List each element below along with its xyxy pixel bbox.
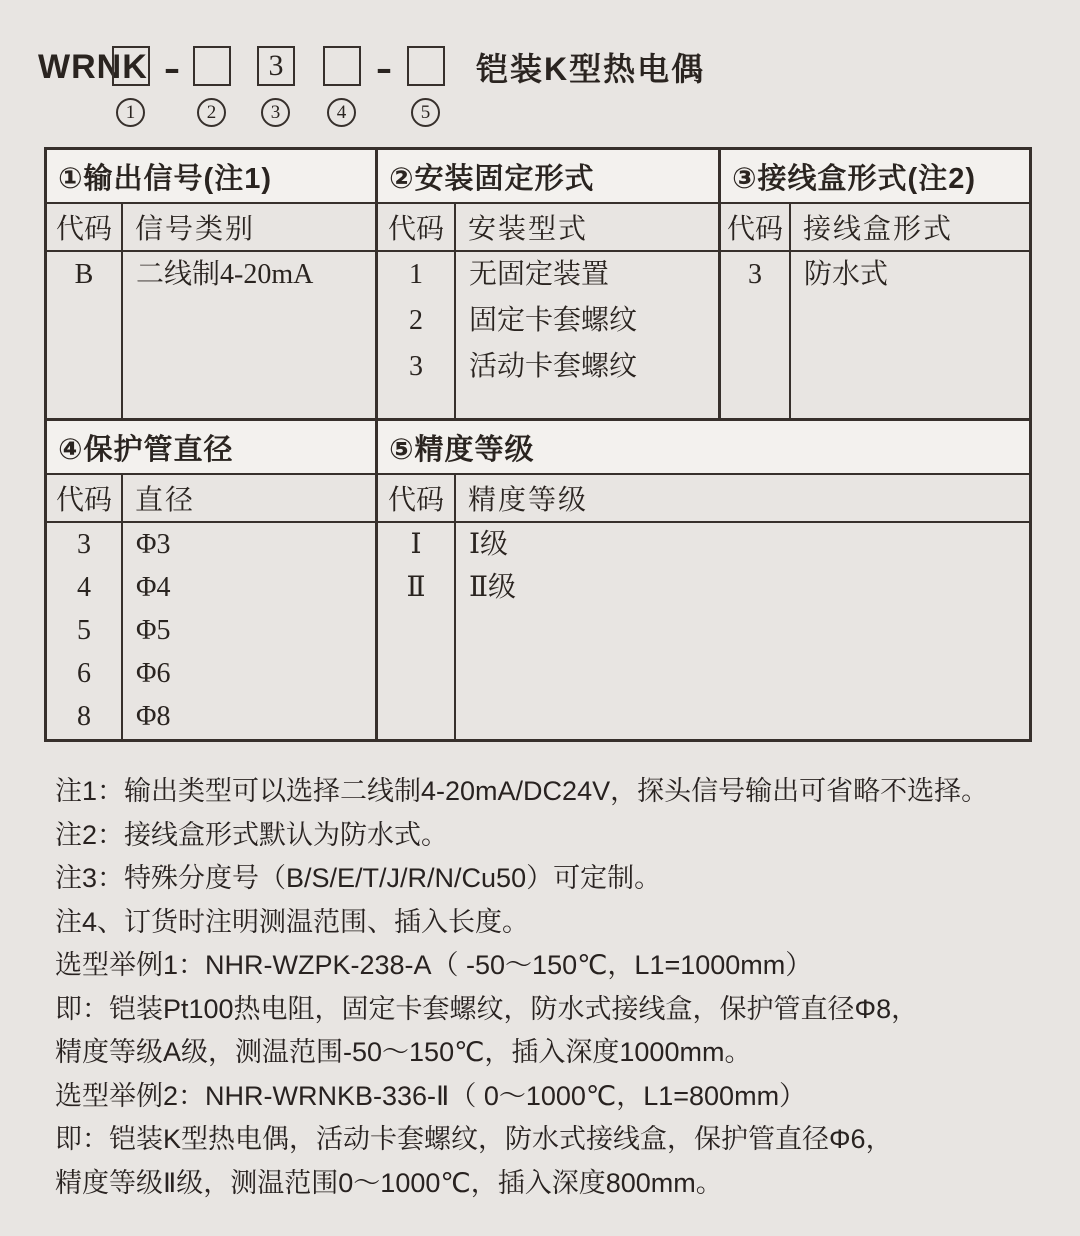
position-2-circle: 2 <box>197 98 226 127</box>
data-area <box>378 252 718 418</box>
note-line: 精度等级A级，测温范围-50～150℃，插入深度1000mm。 <box>55 1037 752 1067</box>
code-header: 代码 <box>721 204 791 250</box>
desc-header: 安装型式 <box>468 214 589 245</box>
code-cell: 2 <box>409 305 423 336</box>
note-line: 注3：特殊分度号（B/S/E/T/J/R/N/Cu50）可定制。 <box>55 863 662 893</box>
code-cell: 3 <box>77 529 91 560</box>
model-box-2 <box>193 46 231 86</box>
desc-cell: Φ4 <box>136 572 171 603</box>
note-line: 精度等级Ⅱ级，测温范围0～1000℃，插入深度800mm。 <box>55 1167 723 1198</box>
dash-separator: - <box>164 39 180 93</box>
code-cell: B <box>74 259 94 290</box>
section-accuracy-class <box>378 421 1029 739</box>
desc-cell: Φ6 <box>136 658 171 689</box>
model-box-4 <box>323 46 361 86</box>
desc-column <box>123 252 375 418</box>
code-cell: Ⅰ <box>410 529 422 560</box>
model-prefix: WRNK <box>38 47 148 86</box>
desc-cell: Ⅱ级 <box>469 572 517 603</box>
desc-cell: Φ5 <box>136 615 171 646</box>
code-header: 代码 <box>47 475 123 521</box>
note-line: 选型举例2：NHR-WRNKB-336-Ⅱ（ 0～1000℃，L1=800mm） <box>55 1080 807 1111</box>
column-header-row <box>47 204 375 252</box>
data-area <box>47 523 375 739</box>
desc-column <box>456 523 1029 739</box>
section-title: ⑤精度等级 <box>378 421 1029 475</box>
code-header: 代码 <box>378 204 456 250</box>
code-cell: Ⅱ <box>406 572 426 603</box>
data-area <box>47 252 375 418</box>
desc-cell: Φ3 <box>136 529 171 560</box>
note-line: 即：铠装Pt100热电阻，固定卡套螺纹，防水式接线盒，保护管直径Φ8， <box>55 993 919 1024</box>
desc-column <box>791 252 1029 418</box>
position-1-circle: 1 <box>116 98 145 127</box>
code-cell: 6 <box>77 658 91 689</box>
desc-cell: 活动卡套螺纹 <box>469 351 638 382</box>
code-column <box>721 252 791 418</box>
section-output-signal <box>47 150 375 418</box>
note-line: 即：铠装K型热电偶，活动卡套螺纹，防水式接线盒，保护管直径Φ6， <box>55 1124 893 1154</box>
desc-column <box>456 252 718 418</box>
code-column <box>47 523 123 739</box>
desc-header: 精度等级 <box>468 485 589 516</box>
table-band-2 <box>47 421 1029 739</box>
section-junction-box <box>721 150 1029 418</box>
section-tube-diameter <box>47 421 375 739</box>
desc-header: 直径 <box>135 485 196 516</box>
column-header-row <box>47 475 375 523</box>
code-cell: 3 <box>748 259 762 290</box>
desc-cell: 防水式 <box>804 259 889 290</box>
position-4-circle: 4 <box>327 98 356 127</box>
selection-table <box>44 147 1032 742</box>
code-cell: 5 <box>77 615 91 646</box>
note-line: 注1：输出类型可以选择二线制4-20mA/DC24V，探头信号输出可省略不选择。 <box>55 776 989 806</box>
model-code-row <box>0 0 1080 145</box>
dash-separator: - <box>376 39 392 93</box>
product-title: 铠装K型热电偶 <box>476 51 706 87</box>
desc-header: 信号类别 <box>135 214 256 245</box>
code-cell: 4 <box>77 572 91 603</box>
position-5-circle: 5 <box>411 98 440 127</box>
model-box-5 <box>407 46 445 86</box>
position-3-circle: 3 <box>261 98 290 127</box>
code-header: 代码 <box>47 204 123 250</box>
data-area <box>721 252 1029 418</box>
section-title: ①输出信号(注1) <box>47 150 375 204</box>
section-mounting <box>378 150 718 418</box>
column-header-row <box>378 475 1029 523</box>
section-title: ④保护管直径 <box>47 421 375 475</box>
column-header-row <box>721 204 1029 252</box>
section-title: ③接线盒形式(注2) <box>721 150 1029 204</box>
code-column <box>378 252 456 418</box>
notes-block <box>55 770 1055 1205</box>
note-line: 选型举例1：NHR-WZPK-238-A（ -50～150℃，L1=1000mm） <box>55 950 813 980</box>
code-cell: 8 <box>77 701 91 732</box>
note-line: 注4、订货时注明测温范围、插入长度。 <box>55 906 530 937</box>
model-box-1 <box>112 46 150 86</box>
desc-cell: 无固定装置 <box>469 259 610 290</box>
code-cell: 3 <box>409 351 423 382</box>
table-band-1 <box>47 150 1029 418</box>
code-cell: 1 <box>409 259 423 290</box>
desc-cell: Φ8 <box>136 701 171 732</box>
note-line: 注2：接线盒形式默认为防水式。 <box>55 819 449 850</box>
model-box-3: 3 <box>257 46 295 86</box>
desc-cell: 固定卡套螺纹 <box>469 305 638 336</box>
data-area <box>378 523 1029 739</box>
desc-header: 接线盒形式 <box>803 214 954 245</box>
column-header-row <box>378 204 718 252</box>
desc-column <box>123 523 375 739</box>
desc-cell: 二线制4-20mA <box>136 259 314 290</box>
code-column <box>47 252 123 418</box>
desc-cell: Ⅰ级 <box>469 529 509 560</box>
section-title: ②安装固定形式 <box>378 150 718 204</box>
code-column <box>378 523 456 739</box>
code-header: 代码 <box>378 475 456 521</box>
